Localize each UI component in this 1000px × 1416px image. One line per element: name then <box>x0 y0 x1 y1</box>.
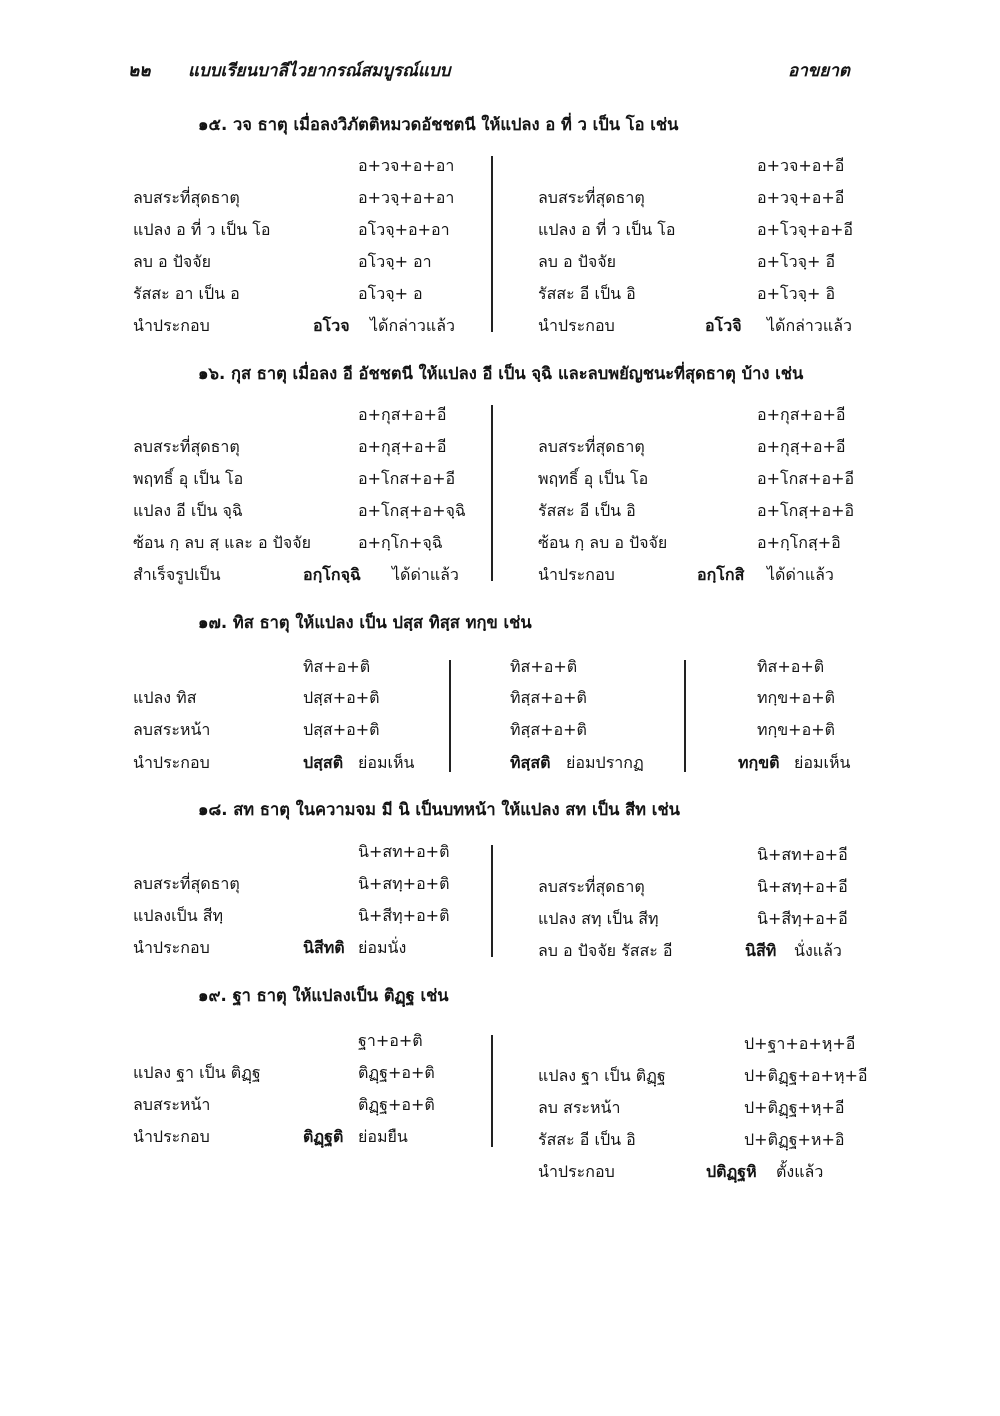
column-divider <box>684 660 686 772</box>
s16-left-step-value: อ+โกสฺ+อ+จฺฉิ <box>358 501 466 520</box>
s19-right-step-value: ป+ติฏฺฐ+ห+อิ <box>744 1130 845 1149</box>
s15-left-step-label: ลบสระที่สุดธาตุ <box>133 188 240 207</box>
s19-right-result-word: ปติฏฺฐหิ <box>706 1162 757 1181</box>
s19-left-step-value: ติฏฺฐ+อ+ติ <box>358 1063 435 1082</box>
s19-left-base: ฐา+อ+ติ <box>358 1031 423 1050</box>
s16-left-final-label: สำเร็จรูปเป็น <box>133 565 221 584</box>
s19-left-final-label: นำประกอบ <box>133 1127 210 1146</box>
s19-right-step-value: ป+ติฏฺฐ+หฺ+อี <box>744 1098 845 1117</box>
s16-right-step-value: อ+โกสฺ+อ+อิ <box>757 501 855 520</box>
s19-right-base: ป+ฐา+อ+หฺ+อี <box>744 1034 856 1053</box>
s19-right-step-value: ป+ติฏฺฐ+อ+หฺ+อี <box>744 1066 868 1085</box>
s15-left-step-value: อโวจฺ+อ+อา <box>358 220 450 239</box>
s16-right-step-value: อ+โกส+อ+อี <box>757 469 855 488</box>
s15-right-result-word: อโวจิ <box>705 316 742 335</box>
s16-right-result-word: อกฺโกสิ <box>697 565 745 584</box>
s15-right-step-value: อ+โวจฺ+อ+อี <box>757 220 853 239</box>
s16-right-step-label: ลบสระที่สุดธาตุ <box>538 437 645 456</box>
s18-right-step-value: นิ+สีทฺ+อ+อี <box>757 909 848 928</box>
s15-left-step-label: รัสสะ อา เป็น อ <box>133 284 240 303</box>
s17-col1-step-value: ปสฺส+อ+ติ <box>303 688 380 707</box>
s15-left-final-label: นำประกอบ <box>133 316 210 335</box>
s19-right-step-label: แปลง ฐา เป็น ติฏฺฐ <box>538 1066 666 1085</box>
s19-right-meaning: ตั้งแล้ว <box>776 1162 824 1181</box>
s19-left-step-label: ลบสระหน้า <box>133 1095 211 1114</box>
s17-col3-result-word: ทกฺขติ <box>738 753 780 772</box>
s19-left-result-word: ติฏฺฐติ <box>303 1127 344 1146</box>
s18-left-step-label: ลบสระที่สุดธาตุ <box>133 874 240 893</box>
s15-right-meaning: ได้กล่าวแล้ว <box>767 316 852 335</box>
s16-left-meaning: ได้ด่าแล้ว <box>392 565 459 584</box>
s18-left-final-label: นำประกอบ <box>133 938 210 957</box>
s15-left-base: อ+วจ+อ+อา <box>358 156 455 175</box>
s16-left-step-label: ลบสระที่สุดธาตุ <box>133 437 240 456</box>
s16-right-step-label: ซ้อน กฺ ลบ อ ปัจจัย <box>538 533 668 552</box>
s18-right-meaning: นั่งแล้ว <box>794 941 842 960</box>
s15-left-meaning: ได้กล่าวแล้ว <box>370 316 455 335</box>
s19-right-step-label: รัสสะ อี เป็น อิ <box>538 1130 636 1149</box>
s17-col3-base: ทิส+อ+ติ <box>757 657 825 676</box>
s17-col1-meaning: ย่อมเห็น <box>358 753 415 772</box>
s16-left-step-value: อ+กฺโก+จฺฉิ <box>358 533 443 552</box>
s18-left-result-word: นิสีทติ <box>303 938 345 957</box>
s18-right-result-word: นิสีทิ <box>745 941 777 960</box>
s15-right-final-label: นำประกอบ <box>538 316 615 335</box>
s18-left-step-value: นิ+สทฺ+อ+ติ <box>358 874 450 893</box>
column-divider <box>449 660 451 772</box>
s16-left-step-value: อ+โกส+อ+อี <box>358 469 456 488</box>
s19-right-final-label: นำประกอบ <box>538 1162 615 1181</box>
s19-right-step-label: ลบ สระหน้า <box>538 1098 621 1117</box>
page-number: ๒๒ <box>128 61 151 81</box>
s19-left-step-value: ติฏฺฐ+อ+ติ <box>358 1095 435 1114</box>
s18-right-base: นิ+สท+อ+อี <box>757 845 848 864</box>
s15-left-step-value: อโวจฺ+ อ <box>358 284 423 303</box>
s15-left-step-value: อ+วจฺ+อ+อา <box>358 188 455 207</box>
s17-col2-result-word: ทิสฺสติ <box>510 753 551 772</box>
s16-right-step-label: รัสสะ อี เป็น อิ <box>538 501 636 520</box>
section-15-heading: ๑๕. วจ ธาตุ เมื่อลงวิภัตติหมวดอัชชตนี ให้แปลง อ ที่ ว เป็น โอ เช่น <box>198 115 679 134</box>
s15-right-step-value: อ+โวจฺ+ อี <box>757 252 836 271</box>
s17-col2-meaning: ย่อมปรากฏ <box>566 753 644 772</box>
s17-col2-base: ทิส+อ+ติ <box>510 657 578 676</box>
s18-left-meaning: ย่อมนั่ง <box>358 938 407 957</box>
s18-right-step-label: ลบสระที่สุดธาตุ <box>538 877 645 896</box>
s17-col1-base: ทิส+อ+ติ <box>303 657 371 676</box>
s17-col3-step-value: ทกฺข+อ+ติ <box>757 688 835 707</box>
s16-right-step-value: อ+กฺโกสฺ+อิ <box>757 533 841 552</box>
s15-right-step-label: รัสสะ อี เป็น อิ <box>538 284 636 303</box>
s16-right-base: อ+กุส+อ+อี <box>757 405 846 424</box>
s15-right-step-label: แปลง อ ที่ ว เป็น โอ <box>538 220 676 239</box>
s17-col1-result-word: ปสฺสติ <box>303 753 344 772</box>
column-divider <box>491 845 493 957</box>
s19-left-meaning: ย่อมยืน <box>358 1127 408 1146</box>
s17-col3-step-value: ทกฺข+อ+ติ <box>757 720 835 739</box>
s17-step-label: แปลง ทิส <box>133 688 197 707</box>
s18-left-step-label: แปลงเป็น สีทฺ <box>133 906 224 925</box>
s17-col1-step-value: ปสฺส+อ+ติ <box>303 720 380 739</box>
s15-right-step-value: อ+วจฺ+อ+อี <box>757 188 845 207</box>
column-divider <box>491 156 493 332</box>
s18-right-step-label: แปลง สทฺ เป็น สีทฺ <box>538 909 659 928</box>
section-16-heading: ๑๖. กุส ธาตุ เมื่อลง อี อัชชตนี ให้แปลง อี เป็น จฺฉิ และลบพยัญชนะที่สุดธาตุ บ้าง เช่น <box>198 364 804 383</box>
s18-left-base: นิ+สท+อ+ติ <box>358 842 450 861</box>
s15-right-step-value: อ+โวจฺ+ อิ <box>757 284 836 303</box>
s17-col3-meaning: ย่อมเห็น <box>794 753 851 772</box>
s16-right-step-value: อ+กุสฺ+อ+อี <box>757 437 846 456</box>
s16-left-step-label: พฤทธิ์ อุ เป็น โอ <box>133 469 244 488</box>
s15-right-step-label: ลบ อ ปัจจัย <box>538 252 617 271</box>
section-18-heading: ๑๘. สท ธาตุ ในความจม มี นิ เป็นบทหน้า ให้แปลง สท เป็น สีท เช่น <box>198 800 680 819</box>
s19-left-step-label: แปลง ฐา เป็น ติฏฺฐ <box>133 1063 261 1082</box>
s15-left-result-word: อโวจ <box>313 316 350 335</box>
s17-col2-step-value: ทิสฺส+อ+ติ <box>510 688 587 707</box>
s18-right-final-label: ลบ อ ปัจจัย รัสสะ อี <box>538 941 673 960</box>
s16-right-meaning: ได้ด่าแล้ว <box>767 565 834 584</box>
s16-left-base: อ+กุส+อ+อี <box>358 405 447 424</box>
column-divider <box>491 1035 493 1147</box>
s16-right-step-label: พฤทธิ์ อุ เป็น โอ <box>538 469 649 488</box>
s16-right-final-label: นำประกอบ <box>538 565 615 584</box>
s15-left-step-label: แปลง อ ที่ ว เป็น โอ <box>133 220 271 239</box>
column-divider <box>491 405 493 581</box>
s16-left-result-word: อกฺโกจฺฉิ <box>303 565 361 584</box>
s17-col2-step-value: ทิสฺส+อ+ติ <box>510 720 587 739</box>
s15-right-step-label: ลบสระที่สุดธาตุ <box>538 188 645 207</box>
s16-left-step-label: ซ้อน กฺ ลบ สฺ และ อ ปัจจัย <box>133 533 311 552</box>
section-19-heading: ๑๙. ฐา ธาตุ ให้แปลงเป็น ติฏฺฐ เช่น <box>198 986 449 1005</box>
chapter-title: อาขยาต <box>788 61 850 81</box>
s18-right-step-value: นิ+สทฺ+อ+อี <box>757 877 848 896</box>
s17-step-label: ลบสระหน้า <box>133 720 211 739</box>
s15-right-base: อ+วจ+อ+อี <box>757 156 845 175</box>
section-17-heading: ๑๗. ทิส ธาตุ ให้แปลง เป็น ปสฺส ทิสฺส ทกฺข เช่น <box>198 613 532 632</box>
s17-final-label: นำประกอบ <box>133 753 210 772</box>
s15-left-step-label: ลบ อ ปัจจัย <box>133 252 212 271</box>
s16-left-step-label: แปลง อี เป็น จฺฉิ <box>133 501 243 520</box>
s18-left-step-value: นิ+สีทฺ+อ+ติ <box>358 906 450 925</box>
s15-left-step-value: อโวจฺ+ อา <box>358 252 432 271</box>
book-title: แบบเรียนบาลีไวยากรณ์สมบูรณ์แบบ <box>188 61 451 81</box>
s16-left-step-value: อ+กุสฺ+อ+อี <box>358 437 447 456</box>
